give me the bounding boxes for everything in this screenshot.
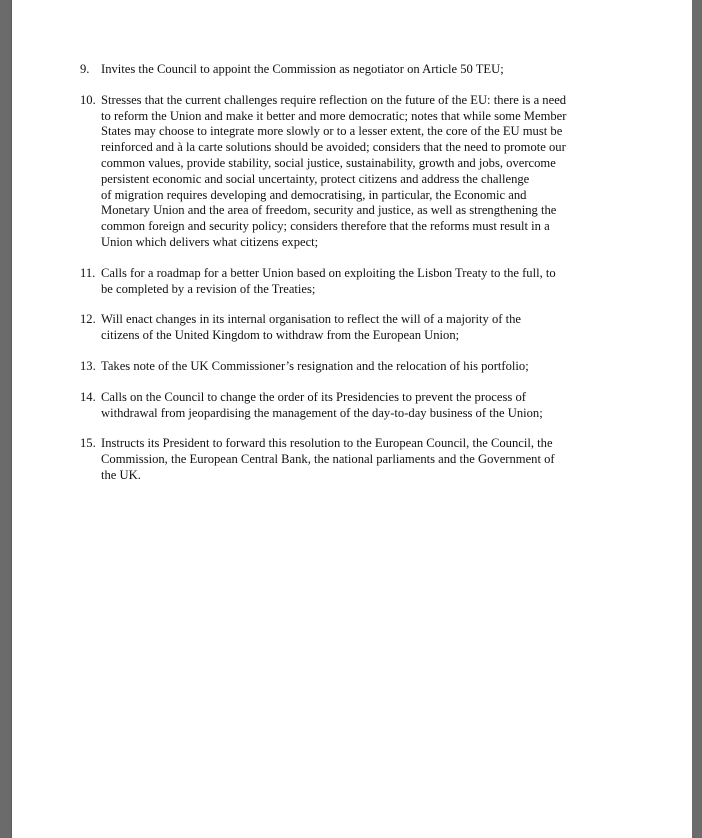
item-line: Invites the Council to appoint the Commission as negotiator on Article 50 TEU; bbox=[101, 62, 504, 76]
item-number: 15. bbox=[80, 436, 96, 451]
viewer-background-left bbox=[0, 0, 12, 838]
item-line: Takes note of the UK Commissioner’s resignation and the relocation of his portfolio; bbox=[101, 358, 529, 373]
viewer-background-right bbox=[692, 0, 702, 838]
item-line: of migration requires developing and democratising, in particular, the Economic and bbox=[101, 187, 527, 202]
item-line: withdrawal from jeopardising the management of the day-to-day business of the Union; bbox=[101, 405, 543, 420]
list-item bbox=[80, 436, 640, 483]
item-number: 12. bbox=[80, 312, 96, 327]
item-number: 9. bbox=[80, 62, 90, 76]
item-line: Calls for a roadmap for a better Union based on exploiting the Lisbon Treaty to the full, to bbox=[101, 265, 556, 280]
resolution-item-list bbox=[80, 62, 640, 499]
item-line: be completed by a revision of the Treaties; bbox=[101, 281, 316, 296]
item-line: common values, provide stability, social justice, sustainability, growth and jobs, overcome bbox=[101, 155, 556, 170]
item-number: 11. bbox=[80, 265, 96, 280]
item-line: to reform the Union and make it better and more democratic; notes that while some Member bbox=[101, 108, 567, 123]
document-page bbox=[12, 0, 692, 838]
list-item bbox=[80, 62, 640, 78]
item-line: Will enact changes in its internal organisation to reflect the will of a majority of the bbox=[101, 312, 521, 327]
item-number: 13. bbox=[80, 358, 96, 373]
item-line: Monetary Union and the area of freedom, security and justice, as well as strengthening the bbox=[101, 203, 557, 218]
item-number: 10. bbox=[80, 92, 96, 107]
item-line: Commission, the European Central Bank, the national parliaments and the Government of bbox=[101, 452, 555, 467]
item-line: the UK. bbox=[101, 467, 141, 482]
item-line: Calls on the Council to change the order of its Presidencies to prevent the process of bbox=[101, 389, 526, 404]
item-line: States may choose to integrate more slowly or to a lesser extent, the core of the EU must be bbox=[101, 124, 563, 139]
item-line: Stresses that the current challenges require reflection on the future of the EU: there is a need bbox=[101, 92, 567, 107]
list-item bbox=[80, 359, 640, 375]
item-number: 14. bbox=[80, 389, 96, 404]
list-item bbox=[80, 93, 640, 251]
item-line: Instructs its President to forward this resolution to the European Council, the Council, the bbox=[101, 436, 553, 451]
list-item bbox=[80, 312, 640, 344]
item-line: persistent economic and social uncertainty, protect citizens and address the challenge bbox=[101, 171, 530, 186]
item-line: citizens of the United Kingdom to withdraw from the European Union; bbox=[101, 328, 460, 343]
item-line: common foreign and security policy; considers therefore that the reforms must result in a bbox=[101, 219, 550, 234]
item-line: Union which delivers what citizens expect; bbox=[101, 234, 319, 249]
list-item bbox=[80, 390, 640, 422]
list-item bbox=[80, 266, 640, 298]
item-line: reinforced and à la carte solutions should be avoided; considers that the need to promote our bbox=[101, 140, 566, 155]
